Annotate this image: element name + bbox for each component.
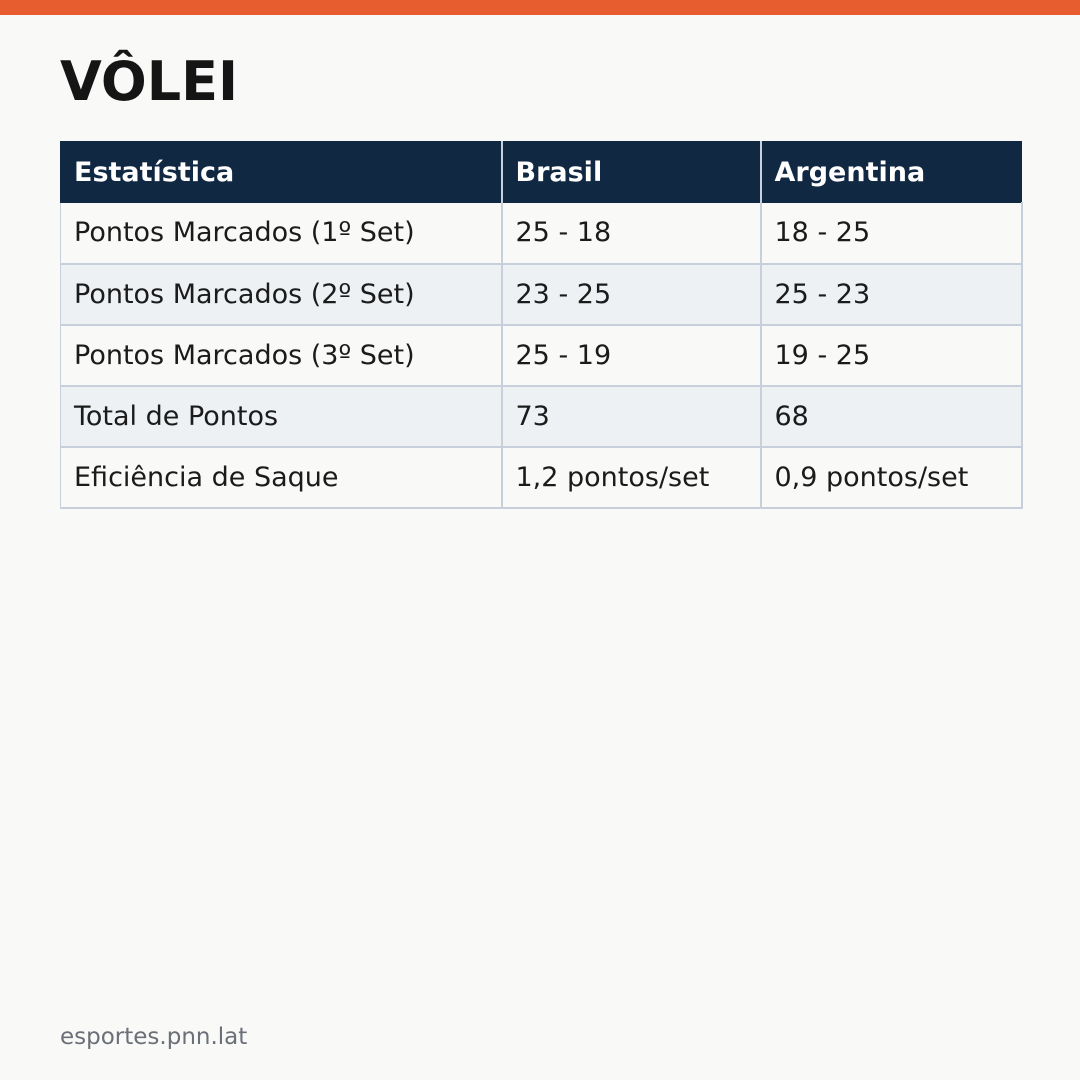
header-cell-statistic: Estatística bbox=[61, 142, 502, 203]
table-row bbox=[61, 325, 1022, 386]
argentina-value-cell: 68 bbox=[761, 386, 1022, 447]
table-row bbox=[61, 203, 1022, 264]
table-row bbox=[61, 264, 1022, 325]
argentina-value-cell: 25 - 23 bbox=[761, 264, 1022, 325]
stat-label-cell: Total de Pontos bbox=[61, 386, 502, 447]
brasil-value-cell: 25 - 19 bbox=[502, 325, 761, 386]
table-header bbox=[61, 142, 1022, 203]
source-footer: esportes.pnn.lat bbox=[60, 1024, 248, 1050]
brasil-value-cell: 1,2 pontos/set bbox=[502, 447, 761, 508]
table-body bbox=[61, 203, 1022, 508]
brasil-value-cell: 23 - 25 bbox=[502, 264, 761, 325]
stat-label-cell: Pontos Marcados (1º Set) bbox=[61, 203, 502, 264]
stat-label-cell: Pontos Marcados (2º Set) bbox=[61, 264, 502, 325]
argentina-value-cell: 19 - 25 bbox=[761, 325, 1022, 386]
header-cell-team-brasil: Brasil bbox=[502, 142, 761, 203]
table-row bbox=[61, 447, 1022, 508]
brasil-value-cell: 25 - 18 bbox=[502, 203, 761, 264]
stat-label-cell: Eficiência de Saque bbox=[61, 447, 502, 508]
page-title: VÔLEI bbox=[60, 50, 239, 113]
accent-bar bbox=[0, 0, 1080, 15]
header-cell-team-argentina: Argentina bbox=[761, 142, 1022, 203]
table-row bbox=[61, 386, 1022, 447]
stats-table bbox=[60, 141, 1023, 509]
argentina-value-cell: 18 - 25 bbox=[761, 203, 1022, 264]
header-row bbox=[61, 142, 1022, 203]
argentina-value-cell: 0,9 pontos/set bbox=[761, 447, 1022, 508]
brasil-value-cell: 73 bbox=[502, 386, 761, 447]
stat-label-cell: Pontos Marcados (3º Set) bbox=[61, 325, 502, 386]
